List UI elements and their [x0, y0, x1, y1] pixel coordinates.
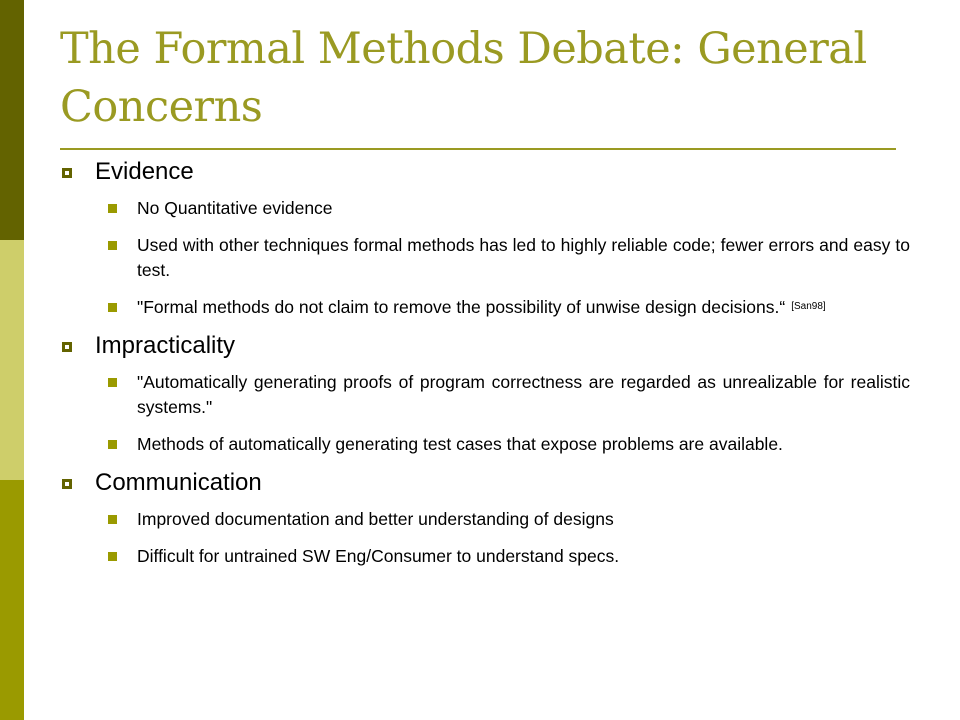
list-item-text: "Automatically generating proofs of program correctness are regarded as unrealizable for realistic systems." [137, 372, 910, 417]
sidebar-segment-bottom [0, 480, 24, 720]
section-impracticality [60, 332, 920, 457]
item-list [60, 370, 920, 457]
hollow-square-bullet-icon [62, 479, 72, 489]
sidebar-segment-middle [0, 240, 24, 480]
slide-content [60, 158, 920, 581]
list-item-text: "Formal methods do not claim to remove the possibility of unwise design decisions.“ [137, 297, 786, 317]
title-divider [60, 148, 896, 150]
slide-title: The Formal Methods Debate: General Concerns [60, 24, 867, 132]
list-item [60, 233, 920, 283]
sidebar-decoration [0, 0, 24, 720]
square-bullet-icon [108, 204, 117, 213]
square-bullet-icon [108, 515, 117, 524]
section-communication [60, 469, 920, 569]
hollow-square-bullet-icon [62, 342, 72, 352]
list-item-text: Difficult for untrained SW Eng/Consumer to understand specs. [137, 546, 620, 566]
list-item-text: No Quantitative evidence [137, 198, 333, 218]
list-item-text: Methods of automatically generating test cases that expose problems are available. [137, 434, 783, 454]
section-heading [60, 469, 920, 497]
sidebar-segment-top [0, 0, 24, 240]
square-bullet-icon [108, 303, 117, 312]
section-heading [60, 158, 920, 186]
section-evidence [60, 158, 920, 320]
list-item [60, 507, 920, 532]
citation: [San98] [791, 301, 826, 312]
list-item [60, 295, 920, 320]
list-item-text: Used with other techniques formal methods has led to highly reliable code; fewer errors and easy to test. [137, 235, 910, 280]
list-item [60, 370, 920, 420]
list-item [60, 544, 920, 569]
list-item [60, 432, 920, 457]
section-heading-text: Communication [95, 469, 262, 496]
square-bullet-icon [108, 440, 117, 449]
list-item [60, 196, 920, 221]
list-item-text: Improved documentation and better understanding of designs [137, 509, 614, 529]
section-heading-text: Evidence [95, 158, 194, 185]
section-list [60, 158, 920, 569]
item-list [60, 507, 920, 569]
square-bullet-icon [108, 241, 117, 250]
hollow-square-bullet-icon [62, 168, 72, 178]
square-bullet-icon [108, 378, 117, 387]
item-list [60, 196, 920, 320]
section-heading [60, 332, 920, 360]
section-heading-text: Impracticality [95, 332, 236, 359]
square-bullet-icon [108, 552, 117, 561]
